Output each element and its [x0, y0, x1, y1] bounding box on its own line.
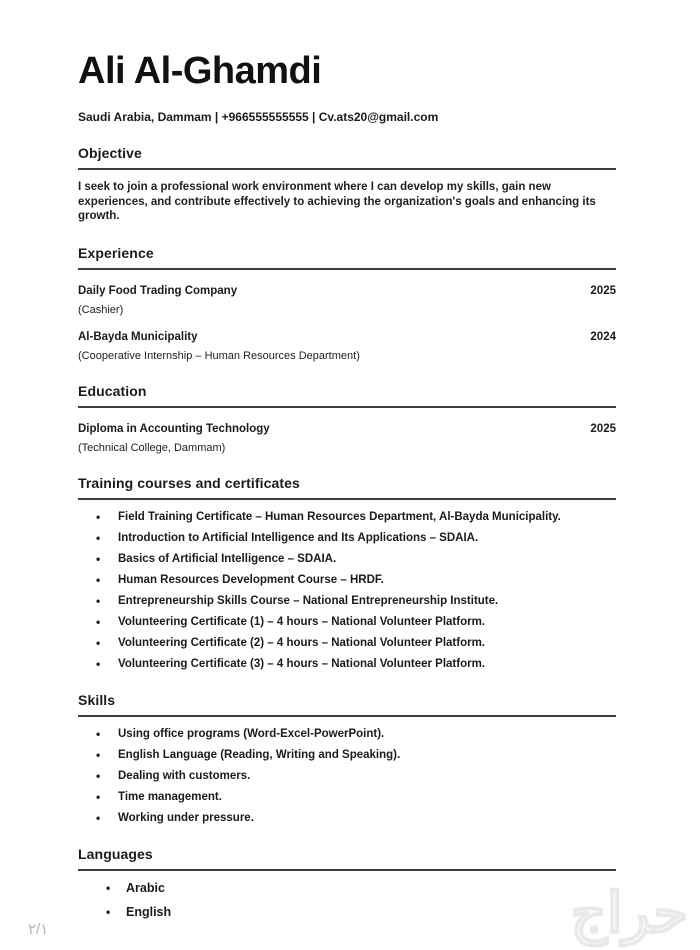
education-entry [78, 423, 616, 454]
experience-entry [78, 285, 616, 316]
section-rule [78, 268, 616, 270]
list-item: • Introduction to Artificial Intelligence and Its Applications – SDAIA. [78, 532, 616, 545]
section-rule [78, 715, 616, 717]
experience-row [78, 331, 616, 343]
languages-list [78, 882, 616, 919]
experience-org: Al-Bayda Municipality [78, 330, 198, 343]
list-item: • Human Resources Development Course – HRDF. [78, 574, 616, 587]
list-item: • Dealing with customers. [78, 770, 616, 783]
page-number: ٢/١ [28, 921, 49, 938]
section-rule [78, 869, 616, 871]
section-title-training: Training courses and certificates [78, 474, 300, 491]
experience-row [78, 285, 616, 297]
experience-year: 2025 [590, 284, 616, 297]
section-title-skills: Skills [78, 691, 116, 708]
objective-text: I seek to join a professional work environment where I can develop my skills, gain new experiences, and contribute effectively to achieving the organization's goals and enhancing its growth. [78, 181, 596, 222]
education-row [78, 423, 616, 435]
list-item: • Basics of Artificial Intelligence – SDAIA. [78, 553, 616, 566]
list-item: • Entrepreneurship Skills Course – National Entrepreneurship Institute. [78, 595, 616, 608]
experience-org: Daily Food Trading Company [78, 284, 238, 297]
education-degree: Diploma in Accounting Technology [78, 422, 270, 435]
section-rule [78, 168, 616, 170]
training-list [78, 511, 616, 671]
section-title-experience: Experience [78, 244, 154, 261]
list-item: • English [78, 906, 616, 919]
haraj-watermark: حراج [570, 881, 688, 944]
education-year: 2025 [590, 422, 616, 435]
experience-detail: (Cooperative Internship – Human Resources Department) [78, 349, 360, 362]
list-item: • Arabic [78, 882, 616, 895]
section-rule [78, 406, 616, 408]
experience-detail: (Cashier) [78, 303, 124, 316]
list-item: • Field Training Certificate – Human Resources Department, Al-Bayda Municipality. [78, 511, 616, 524]
list-item: • Volunteering Certificate (3) – 4 hours – National Volunteer Platform. [78, 658, 616, 671]
experience-entry [78, 331, 616, 362]
contact-line: Saudi Arabia, Dammam | +966555555555 | Cv.ats20@gmail.com [78, 110, 439, 124]
list-item: • Using office programs (Word-Excel-PowerPoint). [78, 728, 616, 741]
section-title-languages: Languages [78, 845, 153, 862]
section-rule [78, 498, 616, 500]
list-item: • Volunteering Certificate (2) – 4 hours – National Volunteer Platform. [78, 637, 616, 650]
person-name: Ali Al-Ghamdi [78, 50, 322, 92]
skills-list [78, 728, 616, 825]
section-title-education: Education [78, 382, 147, 399]
list-item: • Time management. [78, 791, 616, 804]
education-detail: (Technical College, Dammam) [78, 441, 226, 454]
list-item: • Volunteering Certificate (1) – 4 hours – National Volunteer Platform. [78, 616, 616, 629]
resume-page [0, 50, 700, 919]
section-title-objective: Objective [78, 145, 142, 161]
list-item: • Working under pressure. [78, 812, 616, 825]
list-item: • English Language (Reading, Writing and Speaking). [78, 749, 616, 762]
experience-year: 2024 [590, 330, 616, 343]
